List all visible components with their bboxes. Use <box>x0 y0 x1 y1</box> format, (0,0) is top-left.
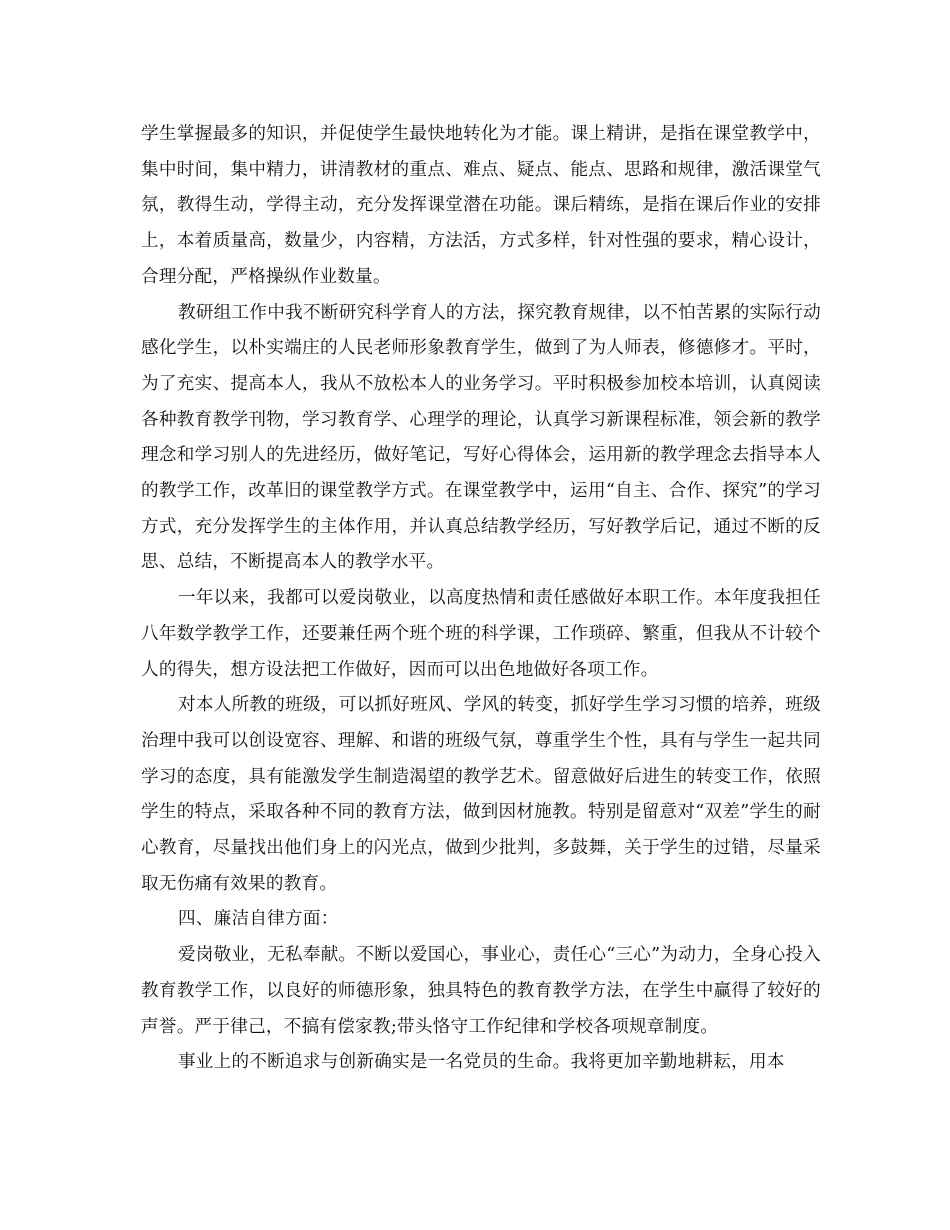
paragraph-year-review: 一年以来，我都可以爱岗敬业，以高度热情和责任感做好本职工作。本年度我担任八年数学教学工作，还要兼任两个班个班的科学课，工作琐碎、繁重，但我从不计较个人的得失，想方设法把工作做好，因而可以出色地做好各项工作。 <box>141 588 821 680</box>
document-body <box>141 117 821 1081</box>
paragraph-dedication: 爱岗敬业，无私奉献。不断以爱国心，事业心，责任心“三心”为动力，全身心投入教育教学工作，以良好的师德形象，独具特色的教育教学方法，在学生中赢得了较好的声誉。严于律己，不搞有偿家教;带头恪守工作纪律和学校各项规章制度。 <box>141 945 821 1037</box>
paragraph-teaching-method: 学生掌握最多的知识，并促使学生最快地转化为才能。课上精讲，是指在课堂教学中，集中时间，集中精力，讲清教材的重点、难点、疑点、能点、思路和规律，激活课堂气氛，教得生动，学得主动，充分发挥课堂潜在功能。课后精练，是指在课后作业的安排上，本着质量高，数量少，内容精，方法活，方式多样，针对性强的要求，精心设计，合理分配，严格操纵作业数量。 <box>141 124 821 287</box>
paragraph-research-group: 教研组工作中我不断研究科学育人的方法，探究教育规律，以不怕苦累的实际行动感化学生，以朴实端庄的人民老师形象教育学生，做到了为人师表，修德修才。平时，为了充实、提高本人，我从不放松本人的业务学习。平时积极参加校本培训，认真阅读各种教育教学刊物，学习教育学、心理学的理论，认真学习新课程标准，领会新的教学理念和学习别人的先进经历，做好笔记，写好心得体会，运用新的教学理念去指导本人的教学工作，改革旧的课堂教学方式。在课堂教学中，运用“自主、合作、探究”的学习方式，充分发挥学生的主体作用，并认真总结教学经历，写好教学后记，通过不断的反思、总结，不断提高本人的教学水平。 <box>141 302 821 573</box>
paragraph-class-management: 对本人所教的班级，可以抓好班风、学风的转变，抓好学生学习习惯的培养，班级治理中我可以创设宽容、理解、和谐的班级气氛，尊重学生个性，具有与学生一起共同学习的态度，具有能激发学生制造渴望的教学艺术。留意做好后进生的转变工作，依照学生的特点，采取各种不同的教育方法，做到因材施教。特别是留意对“双差”学生的耐心教育，尽量找出他们身上的闪光点，做到少批判，多鼓舞，关于学生的过错，尽量采取无伤痛有效果的教育。 <box>141 695 821 894</box>
paragraph-career-pursuit: 事业上的不断追求与创新确实是一名党员的生命。我将更加辛勤地耕耘，用本 <box>177 1052 785 1073</box>
section-heading-integrity: 四、廉洁自律方面： <box>177 909 339 930</box>
